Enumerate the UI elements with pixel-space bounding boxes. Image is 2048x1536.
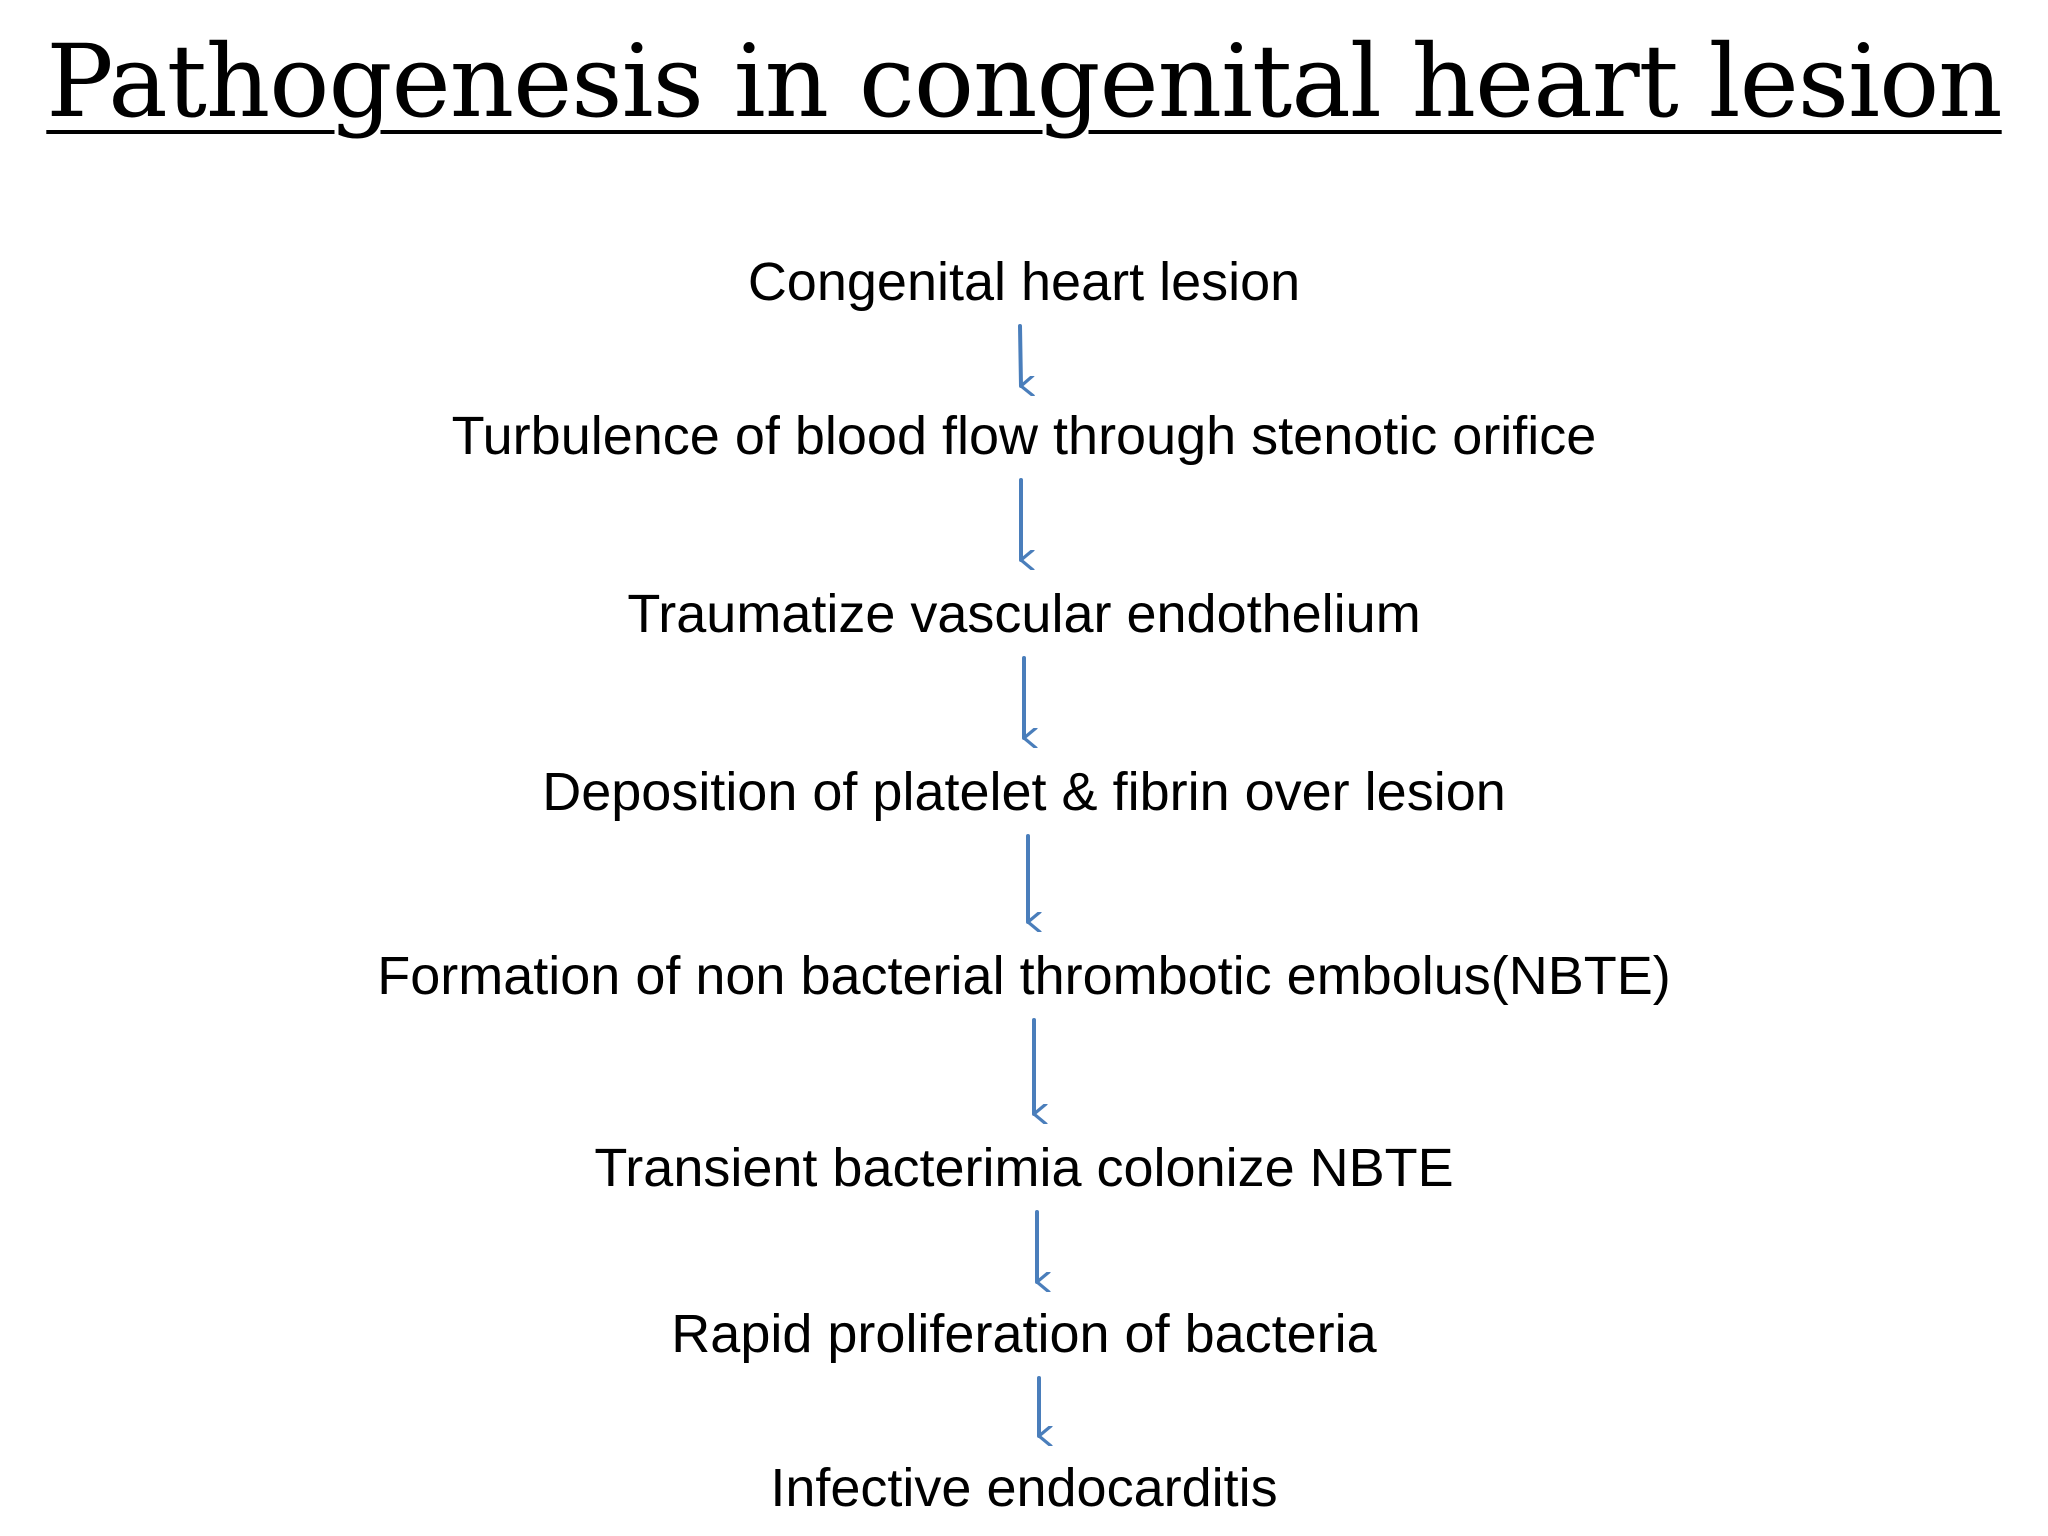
flow-step-infective-endocarditis: Infective endocarditis: [770, 1458, 1278, 1518]
slide-title-text: Pathogenesis in congenital heart lesion: [46, 23, 2002, 140]
slide-title: [0, 22, 2048, 142]
flow-step-nbte-formation: Formation of non bacterial thrombotic embolus(NBTE): [377, 946, 1671, 1006]
flow-step-bacterial-proliferation: Rapid proliferation of bacteria: [671, 1304, 1377, 1364]
flow-step-traumatize-endothelium: Traumatize vascular endothelium: [627, 584, 1421, 644]
flow-step-platelet-fibrin-deposition: Deposition of platelet & fibrin over lesion: [542, 762, 1506, 822]
flow-step-turbulence: Turbulence of blood flow through stenotic orifice: [451, 406, 1597, 466]
down-arrow-icon: [1020, 326, 1021, 386]
flow-step-bacterimia-colonize: Transient bacterimia colonize NBTE: [594, 1138, 1454, 1198]
flow-step-congenital-heart-lesion: Congenital heart lesion: [747, 252, 1301, 312]
